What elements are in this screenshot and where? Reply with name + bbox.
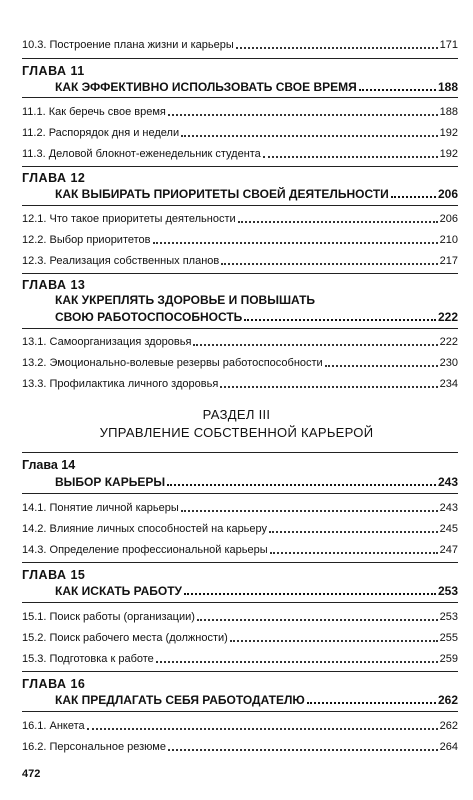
- entry-page: 243: [439, 502, 458, 514]
- toc-entry: [22, 608, 458, 624]
- chapter-page: 206: [437, 187, 458, 201]
- chapter-page: 243: [437, 475, 458, 489]
- toc-entry: [22, 499, 458, 515]
- divider: [22, 671, 458, 672]
- chapter-heading: ГЛАВА 15: [22, 568, 86, 582]
- dot-leader: [153, 242, 438, 244]
- entry-page: 171: [439, 39, 458, 51]
- chapter-title: [55, 691, 458, 707]
- entry-page: 210: [439, 234, 458, 246]
- entry-label: 12.2. Выбор приоритетов: [22, 234, 151, 246]
- dot-leader: [307, 702, 436, 704]
- divider: [22, 328, 458, 329]
- dot-leader: [236, 47, 438, 49]
- entry-label: 15.2. Поиск рабочего места (должности): [22, 632, 228, 644]
- dot-leader: [359, 89, 436, 91]
- entry-label: 11.2. Распорядок дня и недели: [22, 127, 180, 139]
- toc-entry: [22, 717, 458, 733]
- dot-leader: [87, 728, 438, 730]
- dot-leader: [181, 510, 438, 512]
- toc-entry: [22, 124, 458, 140]
- dot-leader: [238, 221, 438, 223]
- dot-leader: [167, 484, 436, 486]
- chapter-title-text: КАК ВЫБИРАТЬ ПРИОРИТЕТЫ СВОЕЙ ДЕЯТЕЛЬНОСТИ: [55, 187, 389, 201]
- toc-entry: [22, 738, 458, 754]
- entry-label: 13.2. Эмоционально-волевые резервы работоспособности: [22, 357, 323, 369]
- entry-page: 192: [439, 148, 458, 160]
- chapter-title-text: КАК ИСКАТЬ РАБОТУ: [55, 584, 182, 598]
- chapter-title-text: СВОЮ РАБОТОСПОСОБНОСТЬ: [55, 310, 243, 324]
- dot-leader: [181, 135, 438, 137]
- toc-entry: [22, 231, 458, 247]
- entry-label: 14.1. Понятие личной карьеры: [22, 502, 179, 514]
- entry-page: 259: [439, 653, 458, 665]
- entry-label: 12.1. Что такое приоритеты деятельности: [22, 213, 236, 225]
- toc-entry: [22, 354, 458, 370]
- chapter-heading: ГЛАВА 12: [22, 171, 86, 185]
- toc-entry: [22, 252, 458, 268]
- toc-entry: [22, 520, 458, 536]
- entry-label: 11.1. Как беречь свое время: [22, 106, 166, 118]
- chapter-page: 253: [437, 584, 458, 598]
- chapter-heading: ГЛАВА 13: [22, 278, 86, 292]
- chapter-title: [55, 582, 458, 598]
- entry-label: 13.3. Профилактика личного здоровья: [22, 378, 219, 390]
- entry-page: 234: [439, 378, 458, 390]
- entry-label: 12.3. Реализация собственных планов: [22, 255, 220, 267]
- page-number: 472: [22, 768, 41, 780]
- entry-label: 14.3. Определение профессиональной карьеры: [22, 544, 268, 556]
- divider: [22, 166, 458, 167]
- toc-entry: [22, 375, 458, 391]
- entry-page: 253: [439, 611, 458, 623]
- chapter-title-line1: КАК УКРЕПЛЯТЬ ЗДОРОВЬЕ И ПОВЫШАТЬ: [55, 293, 316, 307]
- dot-leader: [325, 365, 438, 367]
- dot-leader: [270, 552, 438, 554]
- entry-page: 230: [439, 357, 458, 369]
- divider: [22, 602, 458, 603]
- toc-entry: [22, 36, 458, 52]
- toc-entry: [22, 629, 458, 645]
- divider: [22, 452, 458, 453]
- section-title: УПРАВЛЕНИЕ СОБСТВЕННОЙ КАРЬЕРОЙ: [99, 425, 374, 440]
- chapter-title: [55, 308, 458, 324]
- dot-leader: [197, 619, 438, 621]
- chapter-title: [55, 78, 458, 94]
- section-heading: РАЗДЕЛ III: [202, 407, 271, 422]
- dot-leader: [230, 640, 438, 642]
- divider: [22, 58, 458, 59]
- entry-page: 206: [439, 213, 458, 225]
- entry-label: 13.1. Самоорганизация здоровья: [22, 336, 192, 348]
- entry-label: 16.2. Персональное резюме: [22, 741, 166, 753]
- entry-page: 192: [439, 127, 458, 139]
- entry-page: 262: [439, 720, 458, 732]
- entry-label: 16.1. Анкета: [22, 720, 85, 732]
- entry-label: 11.3. Деловой блокнот-еженедельник студента: [22, 148, 261, 160]
- entry-page: 188: [439, 106, 458, 118]
- chapter-title: [55, 473, 458, 489]
- dot-leader: [263, 156, 438, 158]
- toc-entry: [22, 210, 458, 226]
- dot-leader: [221, 263, 437, 265]
- dot-leader: [168, 749, 438, 751]
- chapter-page: 262: [437, 693, 458, 707]
- chapter-page: 222: [437, 310, 458, 324]
- toc-entry: [22, 650, 458, 666]
- divider: [22, 493, 458, 494]
- chapter-heading: ГЛАВА 16: [22, 677, 86, 691]
- chapter-title-text: КАК ПРЕДЛАГАТЬ СЕБЯ РАБОТОДАТЕЛЮ: [55, 693, 305, 707]
- divider: [22, 711, 458, 712]
- entry-page: 222: [439, 336, 458, 348]
- entry-page: 255: [439, 632, 458, 644]
- chapter-heading: ГЛАВА 11: [22, 64, 85, 78]
- entry-label: 10.3. Построение плана жизни и карьеры: [22, 39, 234, 51]
- chapter-heading: Глава 14: [22, 458, 76, 472]
- dot-leader: [244, 319, 436, 321]
- entry-label: 14.2. Влияние личных способностей на карьеру: [22, 523, 268, 535]
- entry-label: 15.3. Подготовка к работе: [22, 653, 154, 665]
- divider: [22, 562, 458, 563]
- dot-leader: [391, 196, 436, 198]
- chapter-title: [55, 185, 458, 201]
- toc-entry: [22, 103, 458, 119]
- dot-leader: [168, 114, 438, 116]
- toc-entry: [22, 541, 458, 557]
- entry-page: 217: [439, 255, 458, 267]
- dot-leader: [269, 531, 438, 533]
- dot-leader: [220, 386, 437, 388]
- chapter-page: 188: [437, 80, 458, 94]
- dot-leader: [156, 661, 438, 663]
- entry-page: 245: [439, 523, 458, 535]
- chapter-title-text: ВЫБОР КАРЬЕРЫ: [55, 475, 166, 489]
- divider: [22, 205, 458, 206]
- dot-leader: [193, 344, 437, 346]
- divider: [22, 273, 458, 274]
- toc-entry: [22, 333, 458, 349]
- entry-label: 15.1. Поиск работы (организации): [22, 611, 195, 623]
- divider: [22, 97, 458, 98]
- toc-entry: [22, 145, 458, 161]
- entry-page: 264: [439, 741, 458, 753]
- dot-leader: [184, 593, 436, 595]
- chapter-title-text: КАК ЭФФЕКТИВНО ИСПОЛЬЗОВАТЬ СВОЕ ВРЕМЯ: [55, 80, 357, 94]
- entry-page: 247: [439, 544, 458, 556]
